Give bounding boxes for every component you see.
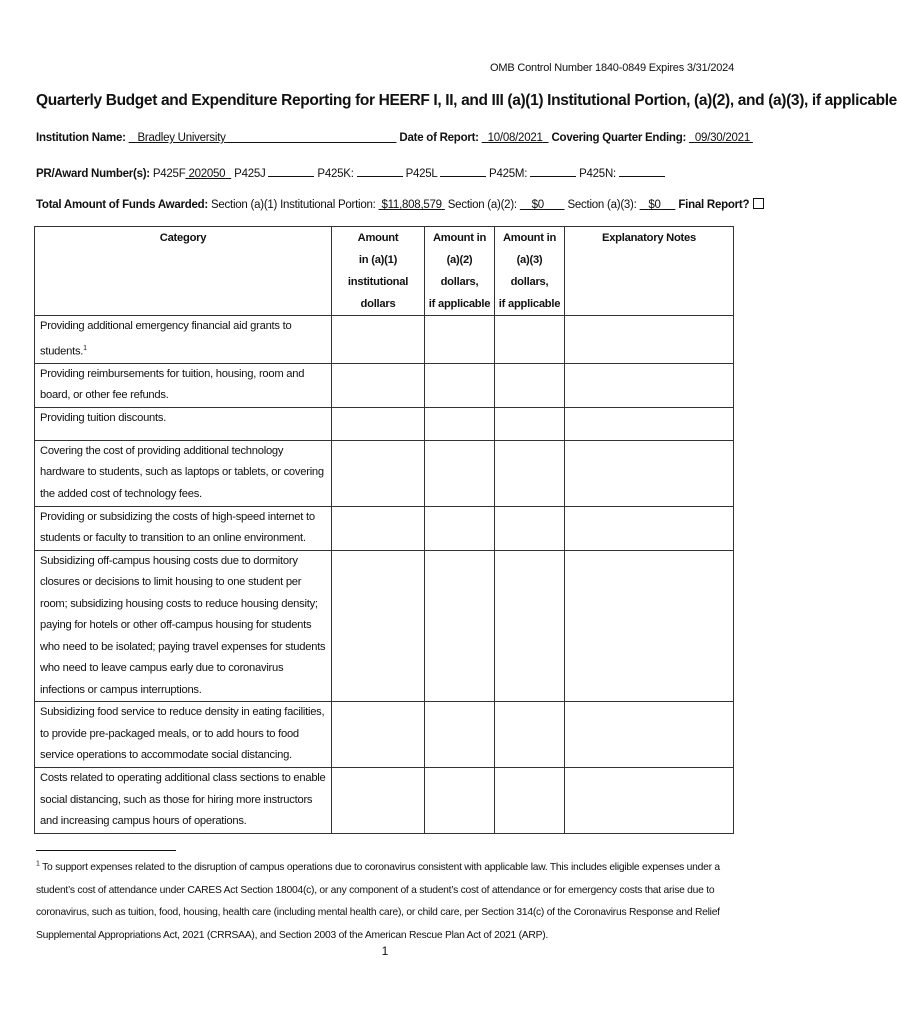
- explanatory-notes-cell[interactable]: [565, 316, 734, 364]
- institution-name-value: Bradley University: [137, 132, 226, 144]
- a1-amount-cell[interactable]: [332, 407, 425, 440]
- p425m-label: P425M:: [489, 168, 528, 180]
- p425k-label: P425K:: [317, 168, 354, 180]
- explanatory-notes-cell[interactable]: [565, 506, 734, 550]
- a3-amount-cell[interactable]: [495, 316, 565, 364]
- p425m-blank: [530, 164, 576, 177]
- a1-amount-cell[interactable]: [332, 702, 425, 768]
- category-cell: Costs related to operating additional class sections to enable social distancing, such as those for hiring more instructors and increasing campus hours of operations.: [35, 768, 332, 834]
- table-row: [35, 363, 734, 407]
- institution-name-label: Institution Name:: [36, 132, 126, 144]
- a1-amount-cell[interactable]: [332, 506, 425, 550]
- p425l-label: P425L: [405, 168, 438, 180]
- explanatory-notes-cell[interactable]: [565, 363, 734, 407]
- p425j-blank: [268, 164, 314, 177]
- a2-amount-cell[interactable]: [425, 550, 495, 702]
- table-row: [35, 440, 734, 506]
- p425k-blank: [357, 164, 403, 177]
- explanatory-notes-cell[interactable]: [565, 550, 734, 702]
- section-a2-value: $0: [531, 199, 544, 211]
- a3-amount-cell[interactable]: [495, 407, 565, 440]
- a2-amount-cell[interactable]: [425, 702, 495, 768]
- a3-amount-header: Amount in (a)(3) dollars, if applicable: [495, 227, 565, 316]
- final-report-label: Final Report?: [678, 199, 750, 211]
- a2-amount-cell[interactable]: [425, 407, 495, 440]
- category-cell: Covering the cost of providing additional technology hardware to students, such as laptops or tablets, or covering the added cost of technology fees.: [35, 440, 332, 506]
- page-title: Quarterly Budget and Expenditure Reporting for HEERF I, II, and III (a)(1) Institutional Portion, (a)(2), and (a)(3), if applicable: [36, 92, 897, 109]
- final-report-checkbox[interactable]: [753, 198, 764, 209]
- a2-amount-header: Amount in (a)(2) dollars, if applicable: [425, 227, 495, 316]
- institution-line: [36, 132, 753, 144]
- a1-amount-cell[interactable]: [332, 768, 425, 834]
- explanatory-notes-cell[interactable]: [565, 768, 734, 834]
- footnote-text: To support expenses related to the disruption of campus operations due to coronavirus consistent with applicable law. This includes eligible expenses under a student’s cost of attendance under CARES Act Section 18004(c), or any component of a student’s cost of attendance or for emergency costs that arise due to coronavirus, such as tuition, food, housing, health care (including mental health care), or child care, per Section 314(c) of the Coronavirus Response and Relief Supplemental Appropriations Act, 2021 (CRRSAA), and Section 2003 of the American Rescue Plan Act of 2021 (ARP).: [36, 862, 720, 941]
- section-a2-label: Section (a)(2):: [447, 199, 517, 211]
- a3-amount-cell[interactable]: [495, 702, 565, 768]
- quarter-ending-value: 09/30/2021: [694, 132, 750, 144]
- a2-amount-cell[interactable]: [425, 440, 495, 506]
- table-row: [35, 316, 734, 364]
- table-row: [35, 768, 734, 834]
- a3-amount-cell[interactable]: [495, 506, 565, 550]
- explanatory-notes-cell[interactable]: [565, 440, 734, 506]
- p425n-label: P425N:: [579, 168, 616, 180]
- category-cell: Providing additional emergency financial aid grants to students.$^1$: [35, 316, 332, 364]
- category-cell: Subsidizing off-campus housing costs due to dormitory closures or decisions to limit housing to one student per room; subsidizing housing costs to reduce housing density; paying for hotels or other off-campus housing for students who need to be isolated; paying travel expenses for students who need to leave campus early due to coronavirus infections or campus interruptions.: [35, 550, 332, 702]
- p425j-label: P425J: [234, 168, 266, 180]
- omb-control-number: OMB Control Number 1840-0849 Expires 3/31/2024: [490, 62, 734, 74]
- table-header-row: [35, 227, 734, 316]
- a3-amount-cell[interactable]: [495, 440, 565, 506]
- p425f-label: P425F: [152, 168, 186, 180]
- a2-amount-cell[interactable]: [425, 768, 495, 834]
- category-cell: Providing reimbursements for tuition, housing, room and board, or other fee refunds.: [35, 363, 332, 407]
- a2-amount-cell[interactable]: [425, 316, 495, 364]
- a1-amount-cell[interactable]: [332, 440, 425, 506]
- funds-awarded-line: [36, 198, 764, 211]
- table-row: [35, 702, 734, 768]
- category-cell: Providing or subsidizing the costs of high-speed internet to students or faculty to transition to an online environment.: [35, 506, 332, 550]
- date-of-report-label: Date of Report:: [399, 132, 479, 144]
- section-a1-value: $11,808,579: [381, 199, 442, 211]
- p425n-blank: [619, 164, 665, 177]
- a1-amount-cell[interactable]: [332, 550, 425, 702]
- a1-amount-header: Amount in (a)(1) institutional dollars: [332, 227, 425, 316]
- footnote-ref: 1: [36, 860, 40, 868]
- a2-amount-cell[interactable]: [425, 506, 495, 550]
- a3-amount-cell[interactable]: [495, 550, 565, 702]
- a3-amount-cell[interactable]: [495, 768, 565, 834]
- table-row: [35, 506, 734, 550]
- footnote-divider: [36, 850, 176, 851]
- category-header: Category: [35, 227, 332, 316]
- explanatory-notes-cell[interactable]: [565, 702, 734, 768]
- funds-awarded-label: Total Amount of Funds Awarded:: [36, 199, 209, 211]
- footnote: [36, 857, 740, 947]
- explanatory-notes-cell[interactable]: [565, 407, 734, 440]
- explanatory-notes-header: Explanatory Notes: [565, 227, 734, 316]
- section-a1-label: Section (a)(1) Institutional Portion:: [210, 199, 376, 211]
- date-of-report-value: 10/08/2021: [487, 132, 543, 144]
- award-numbers-label: PR/Award Number(s):: [36, 168, 150, 180]
- table-row: [35, 407, 734, 440]
- a1-amount-cell[interactable]: [332, 363, 425, 407]
- category-cell: Subsidizing food service to reduce density in eating facilities, to provide pre-packaged meals, or to add hours to food service operations to accommodate social distancing.: [35, 702, 332, 768]
- quarter-ending-label: Covering Quarter Ending:: [551, 132, 687, 144]
- section-a3-label: Section (a)(3):: [567, 199, 637, 211]
- award-numbers-line: [36, 164, 665, 180]
- p425l-blank: [440, 164, 486, 177]
- table-row: [35, 550, 734, 702]
- expenditure-table: [34, 226, 734, 834]
- a3-amount-cell[interactable]: [495, 363, 565, 407]
- a1-amount-cell[interactable]: [332, 316, 425, 364]
- a2-amount-cell[interactable]: [425, 363, 495, 407]
- page-number: 1: [381, 944, 389, 958]
- category-cell: Providing tuition discounts.: [35, 407, 332, 440]
- section-a3-value: $0: [648, 199, 661, 211]
- p425f-value: 202050: [188, 168, 226, 180]
